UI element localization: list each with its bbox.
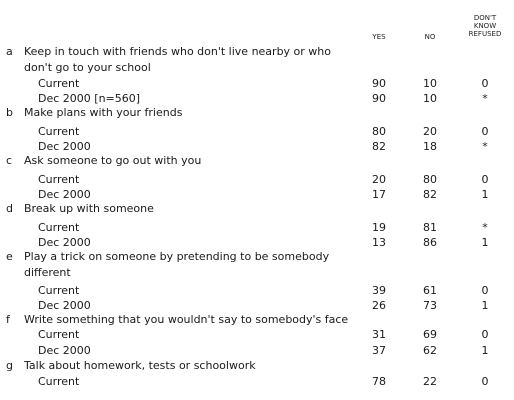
question-row-d xyxy=(0,201,514,217)
answer-row xyxy=(0,283,514,299)
period-label: Dec 2000 xyxy=(38,140,91,153)
no-value: 61 xyxy=(423,284,437,297)
question-text: Write something that you wouldn't say to somebody's face xyxy=(24,313,349,326)
no-value: 10 xyxy=(423,77,437,90)
no-value: 18 xyxy=(423,140,437,153)
period-label: Dec 2000 xyxy=(38,236,91,249)
yes-value: 19 xyxy=(372,221,386,234)
period-label: Current xyxy=(38,173,80,186)
no-value: 62 xyxy=(423,344,437,357)
dont-know-value: 1 xyxy=(481,236,489,249)
no-value: 80 xyxy=(423,173,437,186)
period-label: Current xyxy=(38,284,80,297)
question-letter: f xyxy=(6,313,10,326)
dont-know-value: * xyxy=(482,221,488,234)
period-label: Current xyxy=(38,375,80,388)
period-label: Current xyxy=(38,221,80,234)
dont-know-value: 0 xyxy=(481,284,489,297)
period-label: Current xyxy=(38,77,80,90)
period-label: Dec 2000 xyxy=(38,344,91,357)
no-value: 86 xyxy=(423,236,437,249)
column-header-dont-know-refused xyxy=(458,14,512,38)
question-letter: c xyxy=(6,154,13,167)
yes-value: 26 xyxy=(372,299,386,312)
question-letter: d xyxy=(6,202,13,215)
question-letter: g xyxy=(6,359,13,372)
question-letter: e xyxy=(6,250,13,263)
period-label: Current xyxy=(38,125,80,138)
period-label: Dec 2000 xyxy=(38,299,91,312)
dont-know-value: 1 xyxy=(481,188,489,201)
column-header-dont-know-line3: REFUSED xyxy=(468,30,502,38)
answer-row xyxy=(0,327,514,343)
answer-row xyxy=(0,172,514,188)
dont-know-value: * xyxy=(482,140,488,153)
yes-value: 90 xyxy=(372,77,386,90)
period-label: Dec 2000 [n=560] xyxy=(38,92,141,105)
answer-row xyxy=(0,374,514,390)
yes-value: 82 xyxy=(372,140,386,153)
question-text: Make plans with your friends xyxy=(24,106,183,119)
question-letter: a xyxy=(6,45,13,58)
dont-know-value: 1 xyxy=(481,299,489,312)
question-row-b xyxy=(0,105,514,121)
no-value: 22 xyxy=(423,375,437,388)
yes-value: 20 xyxy=(372,173,386,186)
column-header-dont-know-line1: DON'T xyxy=(473,14,497,22)
yes-value: 13 xyxy=(372,236,386,249)
question-text: Play a trick on someone by pretending to be somebody different xyxy=(24,250,330,279)
dont-know-value: * xyxy=(482,92,488,105)
question-text: Break up with someone xyxy=(24,202,154,215)
yes-value: 90 xyxy=(372,92,386,105)
column-header-no: NO xyxy=(424,33,436,41)
dont-know-value: 0 xyxy=(481,125,489,138)
question-letter: b xyxy=(6,106,13,119)
question-row-e xyxy=(0,249,514,281)
yes-value: 39 xyxy=(372,284,386,297)
yes-value: 31 xyxy=(372,328,386,341)
no-value: 81 xyxy=(423,221,437,234)
yes-value: 78 xyxy=(372,375,386,388)
answer-row xyxy=(0,124,514,140)
no-value: 10 xyxy=(423,92,437,105)
no-value: 69 xyxy=(423,328,437,341)
column-header-dont-know-line2: KNOW xyxy=(473,22,497,30)
period-label: Dec 2000 xyxy=(38,188,91,201)
question-row-a xyxy=(0,44,514,76)
answer-row xyxy=(0,220,514,236)
no-value: 20 xyxy=(423,125,437,138)
question-row-c xyxy=(0,153,514,169)
question-row-f xyxy=(0,312,514,328)
no-value: 82 xyxy=(423,188,437,201)
question-text: Ask someone to go out with you xyxy=(24,154,202,167)
no-value: 73 xyxy=(423,299,437,312)
dont-know-value: 0 xyxy=(481,328,489,341)
answer-row xyxy=(0,343,514,359)
yes-value: 37 xyxy=(372,344,386,357)
dont-know-value: 0 xyxy=(481,173,489,186)
yes-value: 17 xyxy=(372,188,386,201)
column-header-yes: YES xyxy=(372,33,386,41)
dont-know-value: 0 xyxy=(481,375,489,388)
answer-row xyxy=(0,76,514,92)
question-row-g xyxy=(0,358,514,374)
dont-know-value: 1 xyxy=(481,344,489,357)
question-text: Keep in touch with friends who don't live nearby or who don't go to your school xyxy=(24,45,332,74)
question-text: Talk about homework, tests or schoolwork xyxy=(24,359,256,372)
yes-value: 80 xyxy=(372,125,386,138)
period-label: Current xyxy=(38,328,80,341)
dont-know-value: 0 xyxy=(481,77,489,90)
